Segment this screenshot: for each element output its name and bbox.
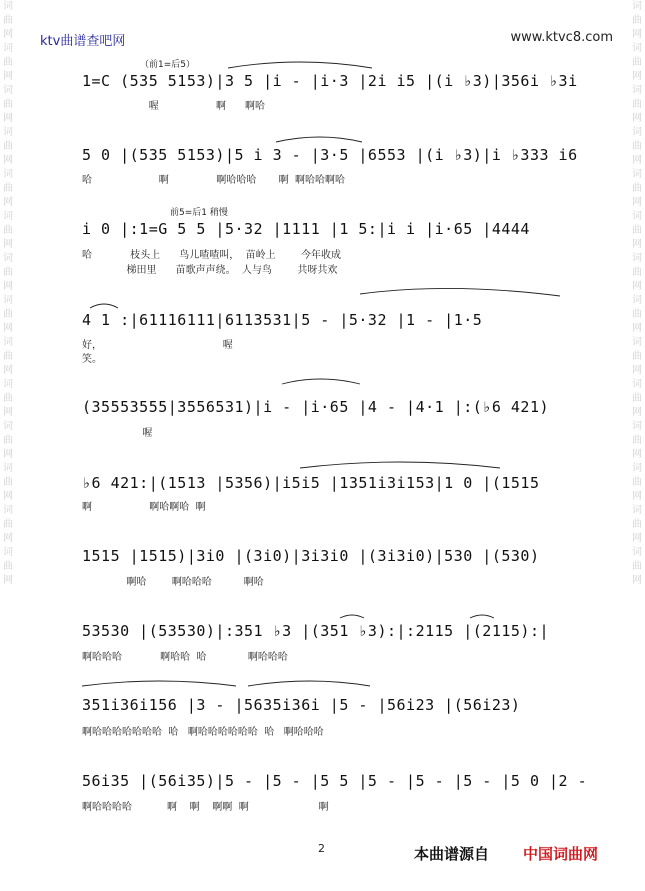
- notation-line-5: (35553555|3556531)|i - |i·65 |4 - |4·1 |:(♭6 421): [82, 398, 550, 416]
- page-number: 2: [318, 842, 325, 855]
- lyrics-line-6: 啊 啊哈啊哈 啊: [82, 502, 206, 513]
- notation-line-6: ♭6 421:|(1513 |5356)|i5i5 |1351i3i153|1 0 |(1515: [82, 474, 540, 492]
- lyrics-line-3-verse-1: 哈 枝头上 鸟儿喳喳叫， 苗岭上 今年收成: [82, 250, 342, 261]
- watermark-right: 词曲网词曲网词曲网词曲网词曲网词曲网词曲网词曲网词曲网词曲网词曲网词曲网词曲网词曲网: [632, 1, 642, 586]
- footer-source-site: 中国词曲网: [523, 845, 599, 863]
- notation-line-3: i 0 |:1=G 5 5 |5·32 |1111 |1 5:|i i |i·65 |4444: [82, 220, 530, 238]
- watermark-left: 词曲网词曲网词曲网词曲网词曲网词曲网词曲网词曲网词曲网词曲网词曲网词曲网词曲网词曲网: [3, 1, 13, 586]
- lyrics-line-2: 哈 啊 啊哈哈哈 啊 啊哈哈啊哈: [82, 175, 346, 186]
- notation-line-4: 4 1 :|61116111|6113531|5 - |5·32 |1 - |1·5: [82, 311, 483, 329]
- notation-line-1: 1=C (535 5153)|3 5 |i - |i·3 |2i i5 |(i ♭3)|356i ♭3i: [82, 72, 578, 90]
- site-url-right: www.ktvc8.com: [510, 30, 613, 45]
- lyrics-line-9: 啊哈哈哈哈哈哈哈 哈 啊哈哈哈哈哈哈 哈 啊哈哈哈: [82, 727, 324, 738]
- notation-line-7: 1515 |1515)|3i0 |(3i0)|3i3i0 |(3i3i0)|530 |(530): [82, 547, 540, 565]
- notation-line-9: 351i36i156 |3 - |5635i36i |5 - |56i23 |(56i23): [82, 696, 521, 714]
- lyrics-line-7: 啊哈 啊哈哈哈 啊哈: [82, 577, 264, 588]
- key-change-annotation: （前1=后5）: [140, 60, 195, 70]
- notation-line-2: 5 0 |(535 5153)|5 i 3 - |3·5 |6553 |(i ♭3)|i ♭333 i6: [82, 146, 578, 164]
- tempo-annotation: 前5=后1 稍慢: [170, 208, 228, 218]
- lyrics-line-8: 啊哈哈哈 啊哈哈 哈 啊哈哈哈: [82, 652, 288, 663]
- site-name-left: ktv曲谱查吧网: [40, 34, 126, 49]
- lyrics-line-4-verse-1: 好， 喔: [82, 340, 233, 351]
- notation-line-10: 56i35 |(56i35)|5 - |5 - |5 5 |5 - |5 - |5 - |5 0 |2 -: [82, 772, 588, 790]
- lyrics-line-5: 喔: [82, 428, 153, 439]
- lyrics-line-10: 啊哈哈哈哈 啊 啊 啊啊 啊 啊: [82, 802, 329, 813]
- notation-line-8: 53530 |(53530)|:351 ♭3 |(351 ♭3):|:2115 |(2115):|: [82, 622, 550, 640]
- footer-source-label: 本曲谱源自: [414, 845, 490, 863]
- lyrics-line-1: 喔 啊 啊哈: [82, 101, 266, 112]
- lyrics-line-4-verse-2: 笑。: [82, 354, 102, 365]
- lyrics-line-3-verse-2: 梯田里 苗歌声声绕。 人与鸟 共呀共欢: [82, 265, 338, 276]
